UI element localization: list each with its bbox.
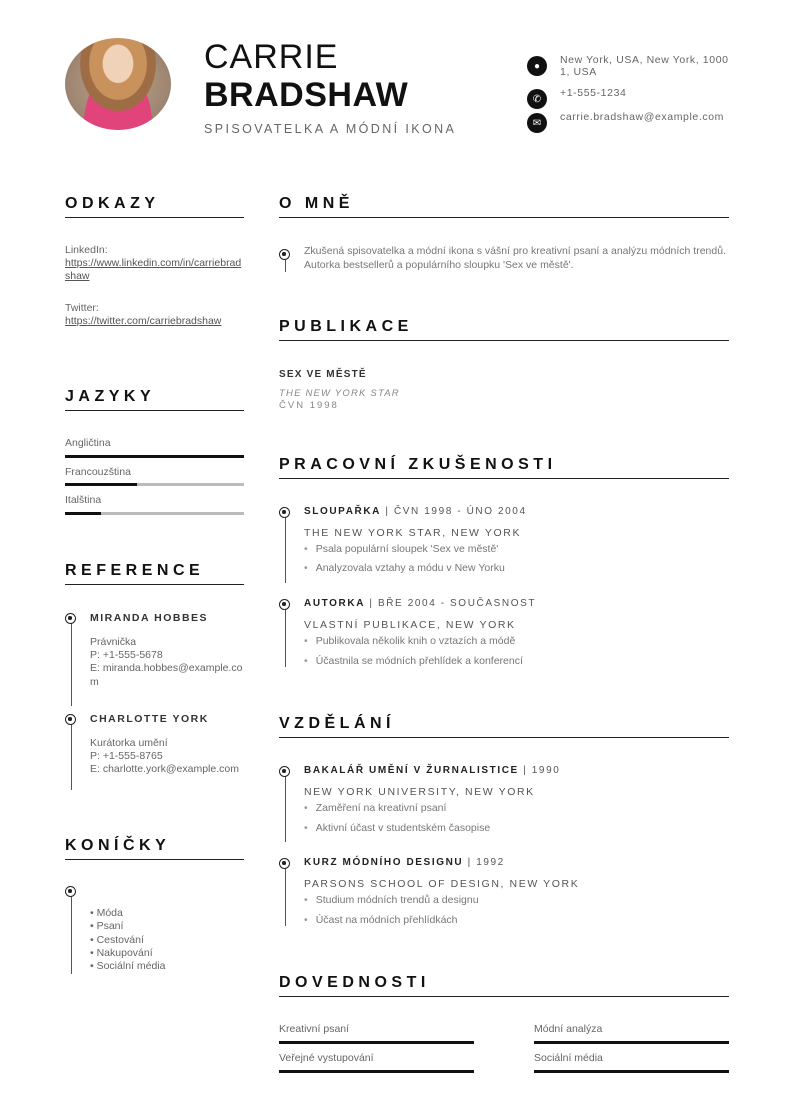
skill-bar: [534, 1070, 729, 1073]
hobby-item: • Móda: [90, 907, 123, 919]
hobbies-rule: [65, 859, 244, 860]
last-name: BRADSHAW: [204, 76, 409, 114]
address-text: New York, USA, New York, 10001, USA: [560, 54, 729, 78]
education-school: PARSONS SCHOOL OF DESIGN, NEW YORK: [304, 878, 580, 890]
experience-dates: | BŘE 2004 - SOUČASNOST: [365, 598, 537, 609]
language-level-fill: [65, 455, 244, 458]
timeline-bullet-icon: [65, 886, 76, 897]
contact-address: [527, 54, 737, 78]
experience-company: THE NEW YORK STAR, NEW YORK: [304, 527, 522, 539]
education-degree: KURZ MÓDNÍHO DESIGNU: [304, 857, 464, 868]
reference-email: E: miranda.hobbes@example.com: [90, 662, 243, 688]
hobby-item: • Sociální média: [90, 960, 166, 972]
experience-heading: [304, 598, 536, 609]
education-degree: BAKALÁŘ UMĚNÍ V ŽURNALISTICE: [304, 765, 519, 776]
about-title: O MNĚ: [279, 195, 354, 212]
links-rule: [65, 217, 244, 218]
skill-bar: [279, 1070, 474, 1073]
timeline-bullet-icon: [65, 714, 76, 725]
timeline-bullet-icon: [65, 613, 76, 624]
experience-bullet: • Publikovala několik knih o vztazích a módě: [304, 635, 515, 647]
timeline-bullet-icon: [279, 858, 290, 869]
language-level-bar: [65, 483, 244, 486]
education-year: | 1992: [463, 857, 505, 868]
skill-label: Sociální média: [534, 1052, 603, 1064]
skill-bar: [279, 1041, 474, 1044]
hobby-item: • Psaní: [90, 920, 124, 932]
language-level-fill: [65, 512, 101, 515]
languages-rule: [65, 410, 244, 411]
linkedin-label: LinkedIn:: [65, 244, 108, 256]
email-text: carrie.bradshaw@example.com: [560, 111, 724, 123]
experience-role: AUTORKA: [304, 598, 366, 609]
references-title: REFERENCE: [65, 562, 205, 579]
language-label: Francouzština: [65, 466, 131, 478]
about-rule: [279, 217, 729, 218]
reference-role: Právnička: [90, 636, 137, 648]
publication-publisher: THE NEW YORK STAR: [279, 388, 400, 399]
education-rule: [279, 737, 729, 738]
education-year: | 1990: [518, 765, 561, 776]
timeline-bullet-icon: [279, 507, 290, 518]
hobby-item: • Cestování: [90, 934, 144, 946]
timeline-line: [285, 517, 286, 583]
timeline-bullet-icon: [279, 599, 290, 610]
language-level-bar: [65, 512, 244, 515]
education-bullet: • Účast na módních přehlídkách: [304, 914, 458, 926]
linkedin-link[interactable]: https://www.linkedin.com/in/carriebradshaw: [65, 257, 242, 282]
timeline-line: [71, 724, 72, 790]
about-text: Zkušená spisovatelka a módní ikona s vášní pro kreativní psaní a analýzu módních trendů. Autorka bestsellerů a populárního sloupku 'Sex ve městě'.: [304, 245, 726, 271]
location-icon: ●: [527, 56, 547, 76]
links-title: ODKAZY: [65, 195, 160, 212]
skills-rule: [279, 996, 729, 997]
experience-company: VLASTNÍ PUBLIKACE, NEW YORK: [304, 619, 516, 631]
skill-label: Módní analýza: [534, 1023, 603, 1035]
profile-photo: [65, 38, 171, 130]
timeline-line: [71, 896, 72, 974]
contact-email: [527, 111, 737, 133]
publications-rule: [279, 340, 729, 341]
reference-role: Kurátorka umění: [90, 737, 168, 749]
twitter-label: Twitter:: [65, 302, 99, 314]
twitter-link[interactable]: https://twitter.com/carriebradshaw: [65, 315, 222, 327]
experience-title: PRACOVNÍ ZKUŠENOSTI: [279, 456, 557, 473]
education-bullet: • Studium módních trendů a designu: [304, 894, 479, 906]
phone-text: +1-555-1234: [560, 87, 627, 99]
hobby-item: • Nakupování: [90, 947, 153, 959]
skill-label: Veřejné vystupování: [279, 1052, 374, 1064]
references-rule: [65, 584, 244, 585]
job-title: SPISOVATELKA A MÓDNÍ IKONA: [204, 122, 457, 136]
timeline-line: [285, 776, 286, 842]
reference-name: MIRANDA HOBBES: [90, 612, 209, 624]
contact-phone: [527, 87, 737, 109]
language-label: Angličtina: [65, 437, 111, 449]
phone-icon: ✆: [527, 89, 547, 109]
resume-header: [0, 0, 794, 150]
timeline-line: [285, 609, 286, 667]
experience-heading: [304, 506, 527, 517]
skill-label: Kreativní psaní: [279, 1023, 350, 1035]
experience-bullet: • Psala populární sloupek 'Sex ve městě': [304, 543, 498, 555]
timeline-bullet-icon: [279, 766, 290, 777]
language-label: Italština: [65, 494, 102, 506]
reference-phone: P: +1-555-8765: [90, 750, 163, 762]
timeline-bullet-icon: [279, 249, 290, 260]
experience-role: SLOUPAŘKA: [304, 506, 381, 517]
reference-phone: P: +1-555-5678: [90, 649, 163, 661]
language-level-bar: [65, 455, 244, 458]
reference-email: E: charlotte.york@example.com: [90, 763, 239, 775]
skills-title: DOVEDNOSTI: [279, 974, 430, 991]
education-bullet: • Zaměření na kreativní psaní: [304, 802, 446, 814]
publication-date: ČVN 1998: [279, 400, 339, 411]
timeline-line: [285, 258, 286, 272]
publication-name: SEX VE MĚSTĚ: [279, 369, 367, 380]
education-title: VZDĚLÁNÍ: [279, 715, 395, 732]
first-name: CARRIE: [204, 38, 339, 76]
education-heading: [304, 857, 505, 868]
education-heading: [304, 765, 560, 776]
email-icon: ✉: [527, 113, 547, 133]
education-school: NEW YORK UNIVERSITY, NEW YORK: [304, 786, 535, 798]
timeline-line: [285, 868, 286, 926]
hobbies-title: KONÍČKY: [65, 837, 171, 854]
reference-name: CHARLOTTE YORK: [90, 713, 209, 725]
experience-bullet: • Účastnila se módních přehlídek a konferencí: [304, 655, 523, 667]
experience-dates: | ČVN 1998 - ÚNO 2004: [381, 506, 527, 517]
publications-title: PUBLIKACE: [279, 318, 413, 335]
experience-rule: [279, 478, 729, 479]
education-bullet: • Aktivní účast v studentském časopise: [304, 822, 490, 834]
skill-bar: [534, 1041, 729, 1044]
language-level-fill: [65, 483, 137, 486]
timeline-line: [71, 623, 72, 706]
languages-title: JAZYKY: [65, 388, 156, 405]
experience-bullet: • Analyzovala vztahy a módu v New Yorku: [304, 562, 505, 574]
